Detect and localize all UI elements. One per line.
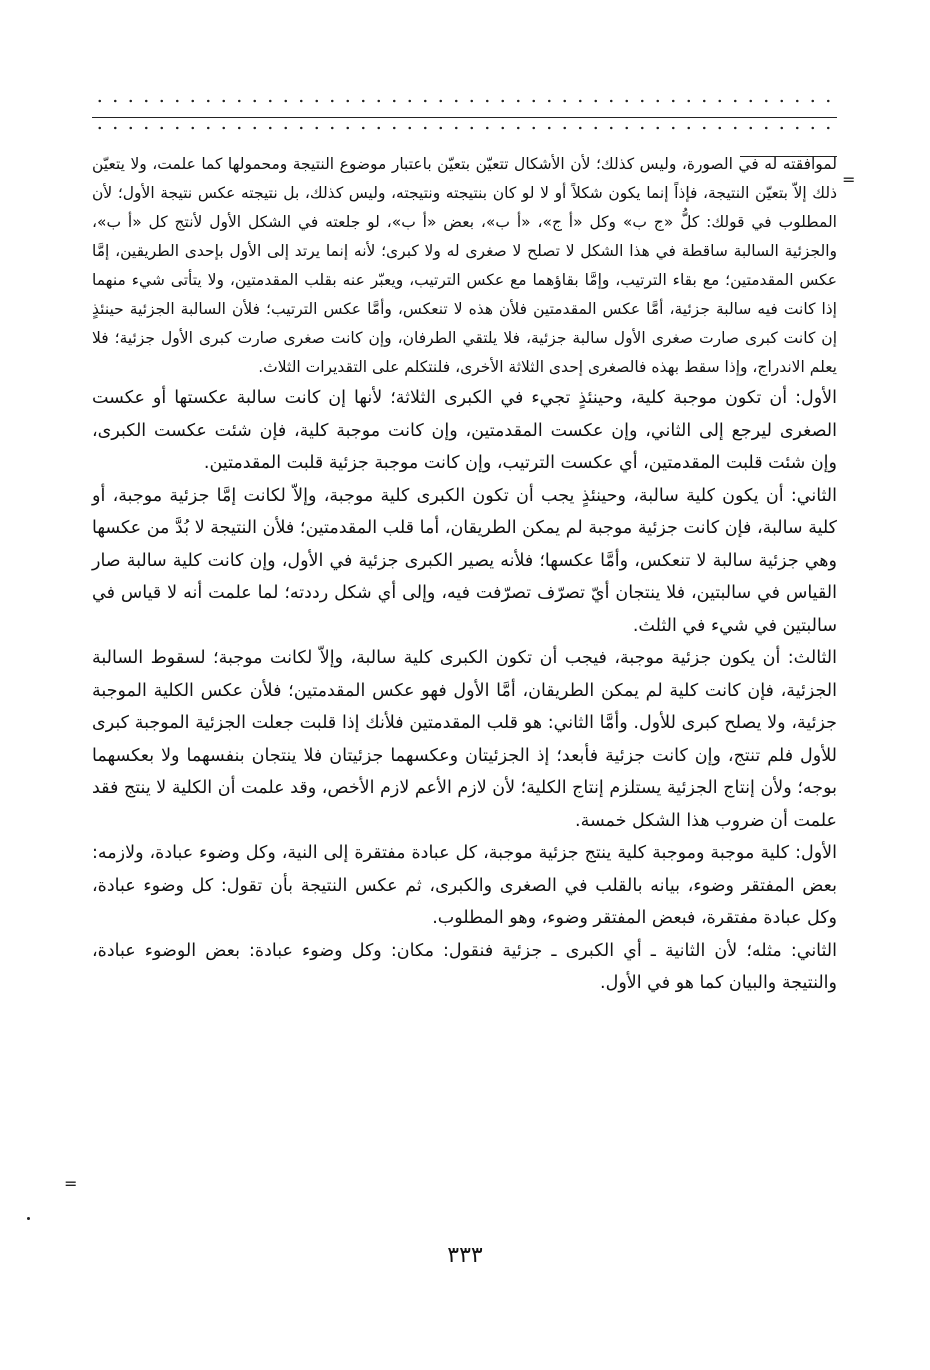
horizontal-rule-long: [92, 117, 837, 118]
page-number: ٣٣٣: [447, 1243, 483, 1268]
margin-mark-top: =: [842, 170, 856, 189]
paragraph-second-case: الثاني: أن يكون كلية سالبة، وحينئذٍ يجب أن تكون الكبرى كلية موجبة، وإلاّ لكانت إمَّا جزئية موجبة، أو كلية سالبة، فإن كانت جزئية موجبة لم يمكن الطريقان، أما قلب المقدمتين؛ فلأن النتيجة لا بُدَّ من عكسها وهي جزئية سالبة لا تنعكس، وأمَّا عكسها؛ فلأنه يصير الكبرى جزئية في الأول، وإن كانت كلية سالبة صار القياس في سالبتين، فلا ينتجان أيّ تصرّف تصرّفت فيه، وإلى أي شكل رددته؛ لما علمت أنه لا قياس في سالبتين في شيء في الثلث.: [92, 485, 837, 636]
paragraph-first-mood: الأول: كلية موجبة وموجبة كلية ينتج جزئية موجبة، كل عبادة مفتقرة إلى النية، وكل وضوء عبادة، ولازمه: بعض المفتقر وضوء، بيانه بالقلب في الصغرى والكبرى، ثم عكس النتيجة بأن تقول: كل وضوء عبادة، وكل عبادة مفتقرة، فبعض المفتقر وضوء، وهو المطلوب.: [92, 843, 837, 928]
margin-mark-bottom: =: [64, 1174, 78, 1193]
dotted-separator-top: [92, 98, 837, 104]
paragraph-intro: لموافقته له في الصورة، وليس كذلك؛ لأن الأشكال تتعيّن بتعيّن باعتبار موضوع النتيجة ومحمولها كما علمت، ولا يتعيّن ذلك إلاّ بتعيّن النتيجة، فإذاً إنما يكون شكلاً أو لا لو كان بنتيجته ونتيجته، وليس كذلك، بل نتيجته عكس نتيجة الأول؛ لأن المطلوب في قولك: كلُّ «ج ب» وكل «أ ج»، «أ ب»، بعض «أ ب»، لو جلعته في الشكل الأول لأنتج كل «أ ب»، والجزئية السالبة ساقطة في هذا الشكل لا تصلح لا صغرى له ولا كبرى؛ لأنه إنما يرتد إلى الأول بإحدى الطريقين، إمَّا عكس المقدمتين؛ مع بقاء الترتيب، وإمَّا بقاؤهما مع عكس الترتيب، ويعبّر عنه بقلب المقدمتين، ولا يتأتى شيء منهما إذا كانت فيه سالبة جزئية، أمَّا عكس المقدمتين فلأن هذه لا تنعكس، وأمَّا عكس الترتيب؛ فلأن السالبة الجزئية حينئذٍ إن كانت كبرى صارت صغرى الأول سالبة جزئية، فلا يلتقي الطرفان، وإن كانت صغرى صارت كبرى الأول جزئية؛ فلا يعلم الاندراج، وإذا سقط بهذه فالصغرى إحدى الثلاثة الأخرى، فلنتكلم على التقديرات الثلاث.: [92, 155, 837, 376]
dotted-separator-bottom: [92, 125, 837, 131]
paragraph-third-case: الثالث: أن يكون جزئية موجبة، فيجب أن تكون الكبرى كلية سالبة، وإلاّ لكانت موجبة؛ لسقوط السالبة الجزئية، فإن كانت كلية لم يمكن الطريقان، أمَّا الأول فهو عكس المقدمتين؛ فلأن عكس الكلية الموجبة جزئية، ولا يصلح كبرى للأول. وأمَّا الثاني: هو قلب المقدمتين فلأنك إذا قلبت جعلت الجزئية الموجبة كبرى للأول فلم تنتج، وإن كانت جزئية فأبعد؛ إذ الجزئيتان وعكسهما جزئيتان فلا ينتجان بنفسهما ولا بعكسهما بوجه؛ ولأن إنتاج الجزئية يستلزم إنتاج الكلية؛ لأن لازم الأعم لازم الأخص، وقد علمت أن الكلية لا ينتج فقد علمت أن ضروب هذا الشكل خمسة.: [92, 648, 837, 831]
margin-dot: [27, 1217, 30, 1220]
page-text: [92, 150, 837, 1000]
paragraph-first-case: الأول: أن تكون موجبة كلية، وحينئذٍ تجيء في الكبرى الثلاثة؛ لأنها إن كانت سالبة عكستها أو عكست الصغرى ليرجع إلى الثاني، وإن عكست المقدمتين، وإن كانت موجبة كلية، فإن شئت عكست الكبرى، وإن شئت قلبت المقدمتين، أي عكست الترتيب، وإن كانت موجبة جزئية قلبت المقدمتين.: [92, 388, 837, 473]
paragraph-second-mood: الثاني: مثله؛ لأن الثانية ـ أي الكبرى ـ جزئية فنقول: مكان: وكل وضوء عبادة: بعض الوضوء عبادة، والنتيجة والبيان كما هو في الأول.: [92, 940, 837, 993]
